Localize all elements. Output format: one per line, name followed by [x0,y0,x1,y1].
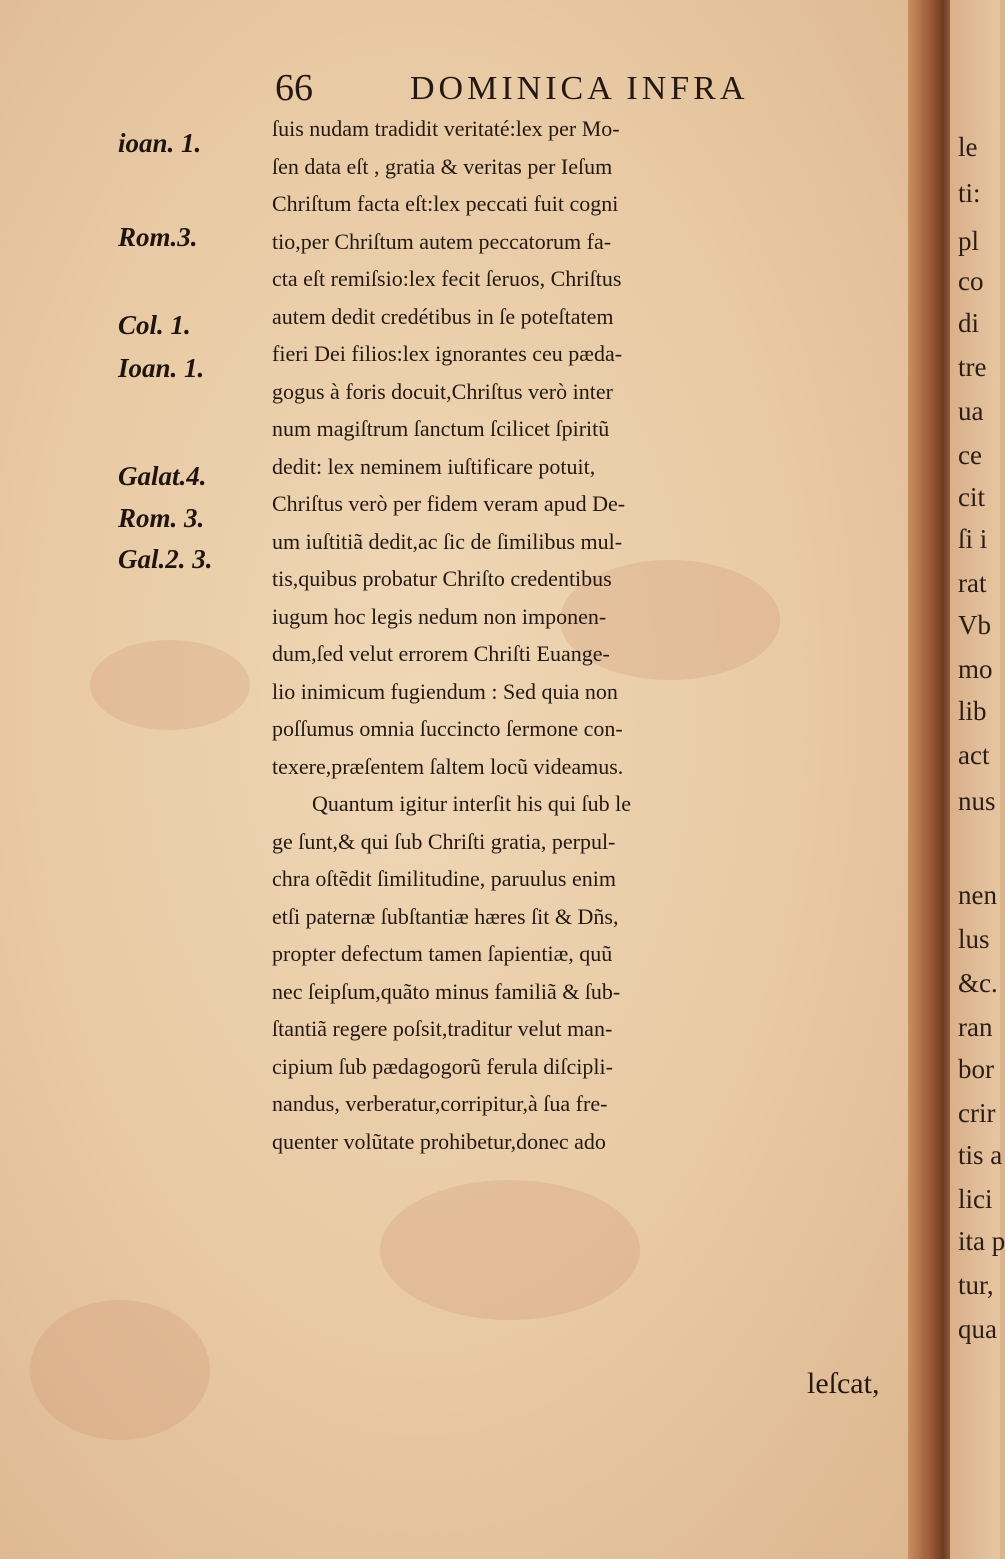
text-line: cipium ſub pædagogorũ ferula diſcipli- [272,1053,613,1079]
text-line: ge ſunt,& qui ſub Chriſti gratia, perpul- [272,828,616,854]
text-line: tis,quibus probatur Chriſto credentibus [272,566,612,591]
foxing-stain [380,1180,640,1320]
text-line: ſuis nudam tradidit veritaté:lex per Mo- [272,116,620,141]
text-line: nandus, verberatur,corripitur,à ſua fre- [272,1091,608,1116]
text-line: Chriſtum facta eſt:lex peccati fuit cogni [272,191,619,216]
text-line: texere,præſentem ſaltem locũ videamus. [272,753,624,779]
text-line: ſen data eſt , gratia & veritas per Ieſum [272,153,613,179]
catchword: leſcat, [807,1367,880,1400]
marginal-reference: Ioan. 1. [118,353,205,383]
text-line: Quantum igitur interſit his qui ſub le [312,791,631,816]
text-line: um iuſtitiã dedit,ac ſic de ſimilibus mul- [272,528,623,554]
facing-page-fragment: nen [958,880,997,910]
facing-page-fragment: Vb [958,610,991,640]
facing-page-fragment: lus [958,924,990,954]
text-line: quenter volũtate prohibetur,donec ado [272,1128,606,1154]
text-line: chra oſtẽdit ſimilitudine, paruulus enim [272,866,616,891]
facing-page-fragment: mo [958,654,993,684]
body-text [272,110,912,1160]
marginal-reference: Galat.4. [118,461,207,491]
facing-page-fragment: rat [958,568,987,598]
facing-page-fragment: lici [958,1184,993,1214]
facing-page-fragment: &c. [958,968,998,998]
marginal-reference: Gal.2. 3. [118,544,213,574]
page-number: 66 [275,67,313,109]
facing-page-fragment: ti: [958,178,981,208]
facing-page-fragment: tre [958,352,987,382]
marginal-reference: ioan. 1. [118,128,202,158]
facing-page-fragment: tis a [958,1140,1003,1170]
facing-page-fragment: bor [958,1054,994,1084]
page-header [275,66,835,110]
text-line: num magiſtrum ſanctum ſcilicet ſpiritũ [272,416,610,441]
facing-page-fragment: co [958,266,984,296]
text-line: nec ſeipſum,quãto minus familiã & ſub- [272,978,621,1004]
facing-page-fragment: qua [958,1314,997,1344]
text-line: Chriſtus verò per fidem veram apud De- [272,491,626,516]
facing-page-fragment: le [958,132,978,162]
text-line: lio inimicum fugiendum : Sed quia non [272,678,618,704]
text-line: autem dedit credétibus in ſe poteſtatem [272,303,614,329]
text-line: ſtantiã regere poſsit,traditur velut man- [272,1016,613,1041]
marginal-reference: Rom.3. [118,222,198,252]
marginal-reference: Rom. 3. [118,503,205,533]
text-line: cta eſt remiſsio:lex fecit ſeruos, Chriſtus [272,266,622,291]
facing-page-fragment: ua [958,396,984,426]
marginal-reference: Col. 1. [118,310,191,340]
facing-page-fragment: crir [958,1098,996,1128]
text-line: gogus à foris docuit,Chriſtus verò inter [272,378,613,404]
text-line: fieri Dei filios:lex ignorantes ceu pæda- [272,341,623,366]
text-line: etſi paternæ ſubſtantiæ hæres ſit & Dñs, [272,903,619,929]
text-line: dum,ſed velut errorem Chriſti Euange- [272,641,610,666]
facing-page-fragment: ſi i [958,524,988,554]
text-line: propter defectum tamen ſapientiæ, quũ [272,941,613,966]
facing-page-fragment: act [958,740,990,770]
text-line: iugum hoc legis nedum non imponen- [272,603,607,629]
foxing-stain [90,640,250,730]
text-line: dedit: lex neminem iuſtificare potuit, [272,453,596,479]
facing-page-fragment: pl [958,226,980,256]
foxing-stain [30,1300,210,1440]
facing-page-fragment: nus [958,786,996,816]
facing-page-fragment: ran [958,1012,993,1042]
running-title: DOMINICA INFRA [410,70,749,107]
facing-page-fragment: ce [958,440,982,470]
text-line: tio,per Chriſtum autem peccatorum fa- [272,228,612,254]
text-line: poſſumus omnia ſuccincto ſermone con- [272,716,623,741]
facing-page-fragment: cit [958,482,985,512]
facing-page-fragment: ita p [958,1226,1005,1256]
facing-page-fragment: di [958,308,980,338]
facing-page-edge [950,0,1005,1559]
facing-page-fragment: lib [958,696,987,726]
facing-page-fragment: tur, [958,1270,994,1300]
